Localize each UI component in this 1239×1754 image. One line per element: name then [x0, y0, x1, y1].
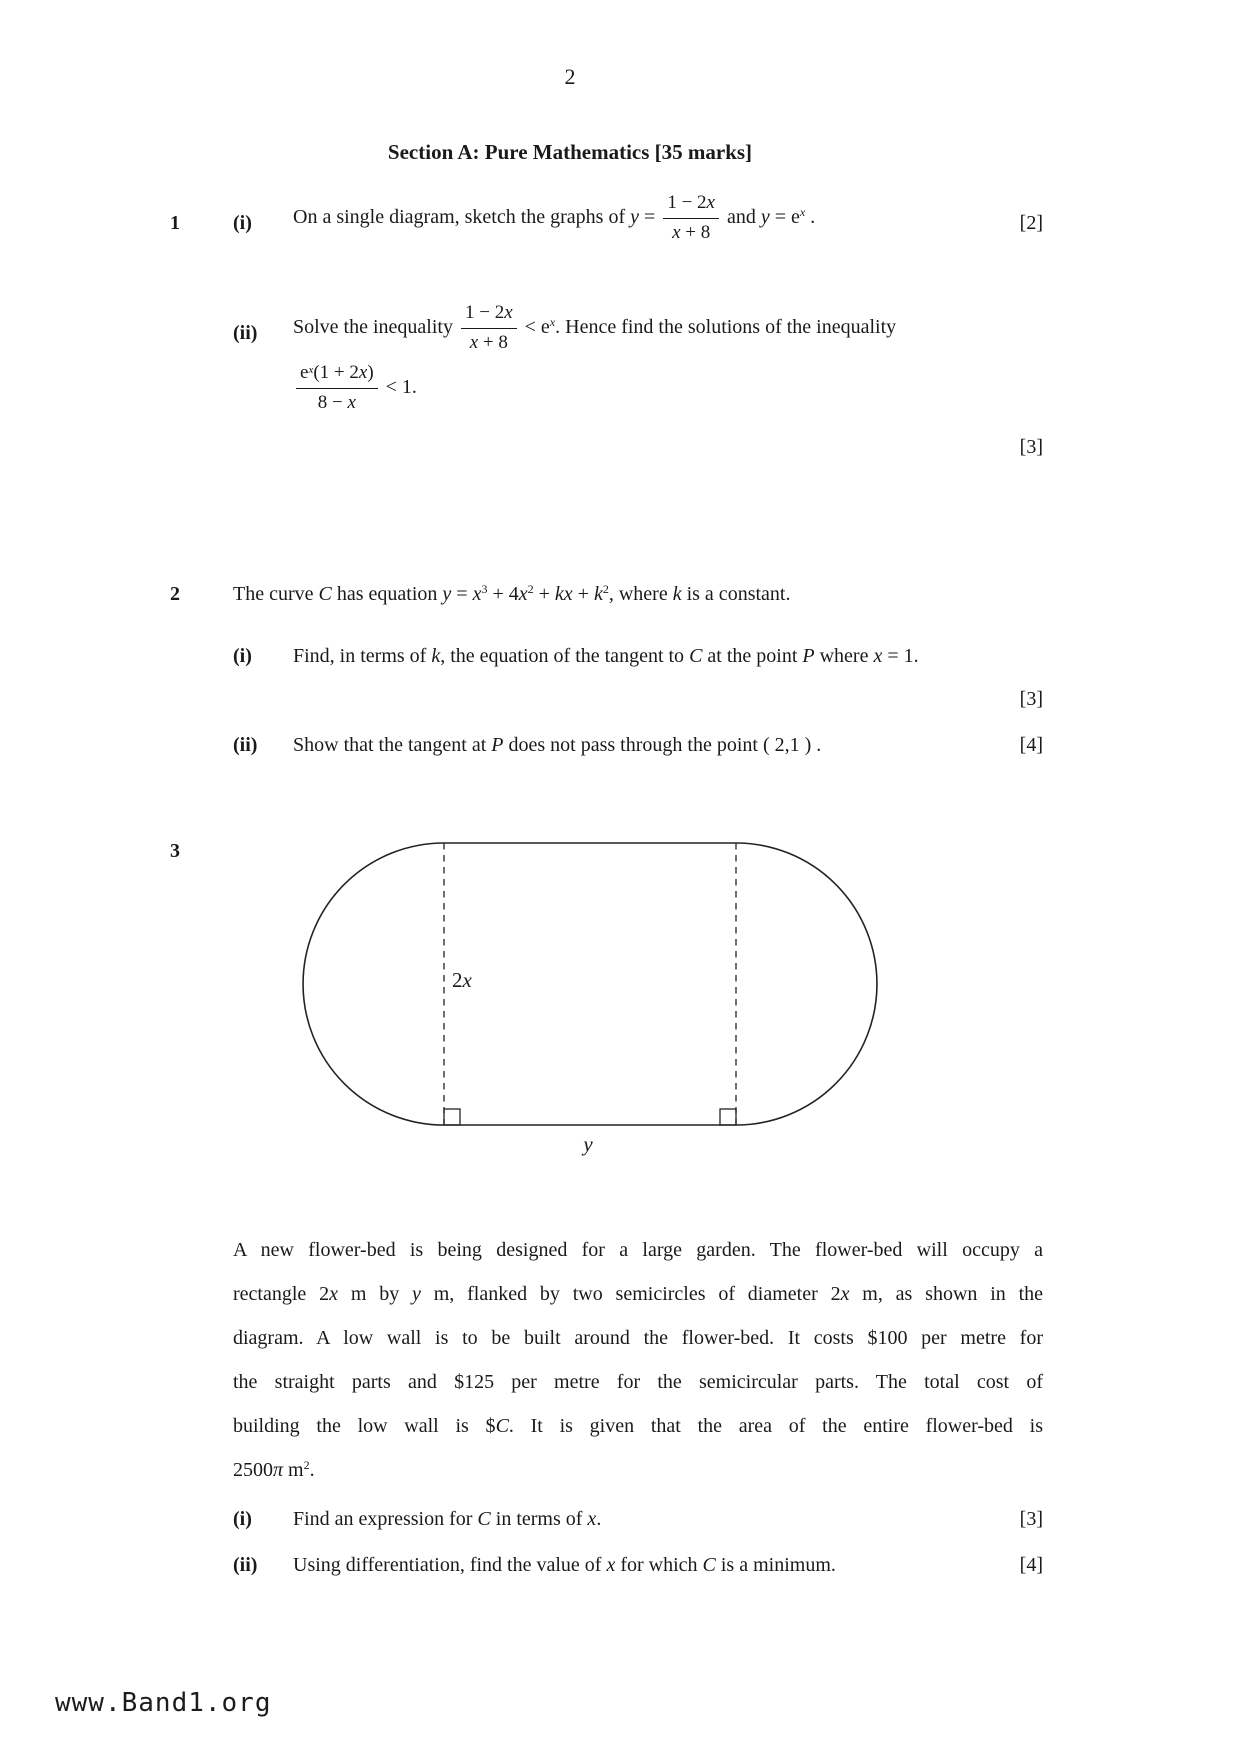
question-2-part-i: [170, 645, 1043, 668]
question-3-part-ii: [170, 1554, 1043, 1577]
website-watermark: www.Band1.org: [55, 1688, 272, 1718]
q3-i-text: Find an expression for C in terms of x.: [293, 1508, 602, 1530]
left-right-angle-marker: [444, 1109, 460, 1125]
q1-i-text: On a single diagram, sketch the graphs of y = $\frac{1 - 2x}{x + 8}$ and $y = e^x$ .: [293, 192, 816, 243]
q3-paragraph-line: the straight parts and $125 per metre for the semicircular parts. The total cost of: [233, 1371, 1043, 1393]
diagram-label-y: y: [583, 1132, 593, 1156]
q3-paragraph: [233, 1228, 1043, 1492]
question-3-number: 3: [170, 840, 180, 862]
q3-ii-marks: [4]: [1019, 1554, 1043, 1576]
q2-ii-marks: [4]: [1019, 734, 1043, 756]
q3-i-label: (i): [233, 1508, 252, 1530]
q1-i-marks: [2]: [1019, 212, 1043, 234]
right-right-angle-marker: [720, 1109, 736, 1125]
question-1-number: 1: [170, 212, 180, 234]
q2-ii-label: (ii): [233, 734, 258, 756]
q1-ii-marks: [3]: [1019, 436, 1043, 458]
flower-bed-diagram: [300, 840, 880, 1170]
question-2-part-ii: [170, 734, 1043, 757]
q3-paragraph-line: diagram. A low wall is to be built around the flower-bed. It costs $100 per metre for: [233, 1327, 1043, 1349]
q2-i-marks: [3]: [1019, 688, 1043, 710]
q2-intro-text: The curve C has equation $y = x^3 + 4x^2$ + kx + $k^2$, where k is a constant.: [233, 582, 791, 605]
q3-paragraph-line: building the low wall is $C. It is given that the area of the entire flower-bed is: [233, 1415, 1043, 1437]
q3-paragraph-line: rectangle 2x m by y m, flanked by two semicircles of diameter 2x m, as shown in the: [233, 1283, 1044, 1305]
question-1-part-ii: [170, 300, 1043, 417]
q2-ii-text: Show that the tangent at P does not pass through the point ( 2,1 ) .: [293, 734, 822, 756]
q3-paragraph-line: A new flower-bed is being designed for a large garden. The flower-bed will occupy a: [233, 1239, 1043, 1261]
q1-ii-line1: Solve the inequality $\frac{1 - 2x}{x + 8}$ < $e^x$. Hence find the solutions of the inequality: [293, 302, 897, 353]
question-3-part-i: [170, 1508, 1043, 1531]
q1-i-label: (i): [233, 212, 252, 234]
q3-ii-text: Using differentiation, find the value of x for which C is a minimum.: [293, 1554, 836, 1576]
q3-ii-label: (ii): [233, 1554, 258, 1576]
section-title: Section A: Pure Mathematics [35 marks]: [387, 140, 753, 164]
stadium-outline: [303, 843, 877, 1125]
q2-i-label: (i): [233, 645, 252, 667]
q1-ii-text: [293, 300, 1043, 417]
question-2-number: 2: [170, 583, 180, 605]
page-number: 2: [564, 64, 576, 89]
q3-i-marks: [3]: [1019, 1508, 1043, 1530]
question-2-intro: [170, 583, 1043, 606]
question-1-part-i: [170, 190, 1043, 246]
q3-paragraph-line: 2500π $m^2$.: [233, 1458, 315, 1481]
diagram-label-2x: 2x: [452, 968, 472, 992]
q2-i-text: Find, in terms of k, the equation of the tangent to C at the point P where x = 1.: [293, 645, 919, 667]
q1-ii-label: (ii): [233, 322, 258, 344]
stadium-shape-svg: [300, 840, 880, 1142]
q1-ii-line2: $\frac{e^x(1 + 2x)}{8 - x}$ < 1.: [293, 360, 1043, 416]
